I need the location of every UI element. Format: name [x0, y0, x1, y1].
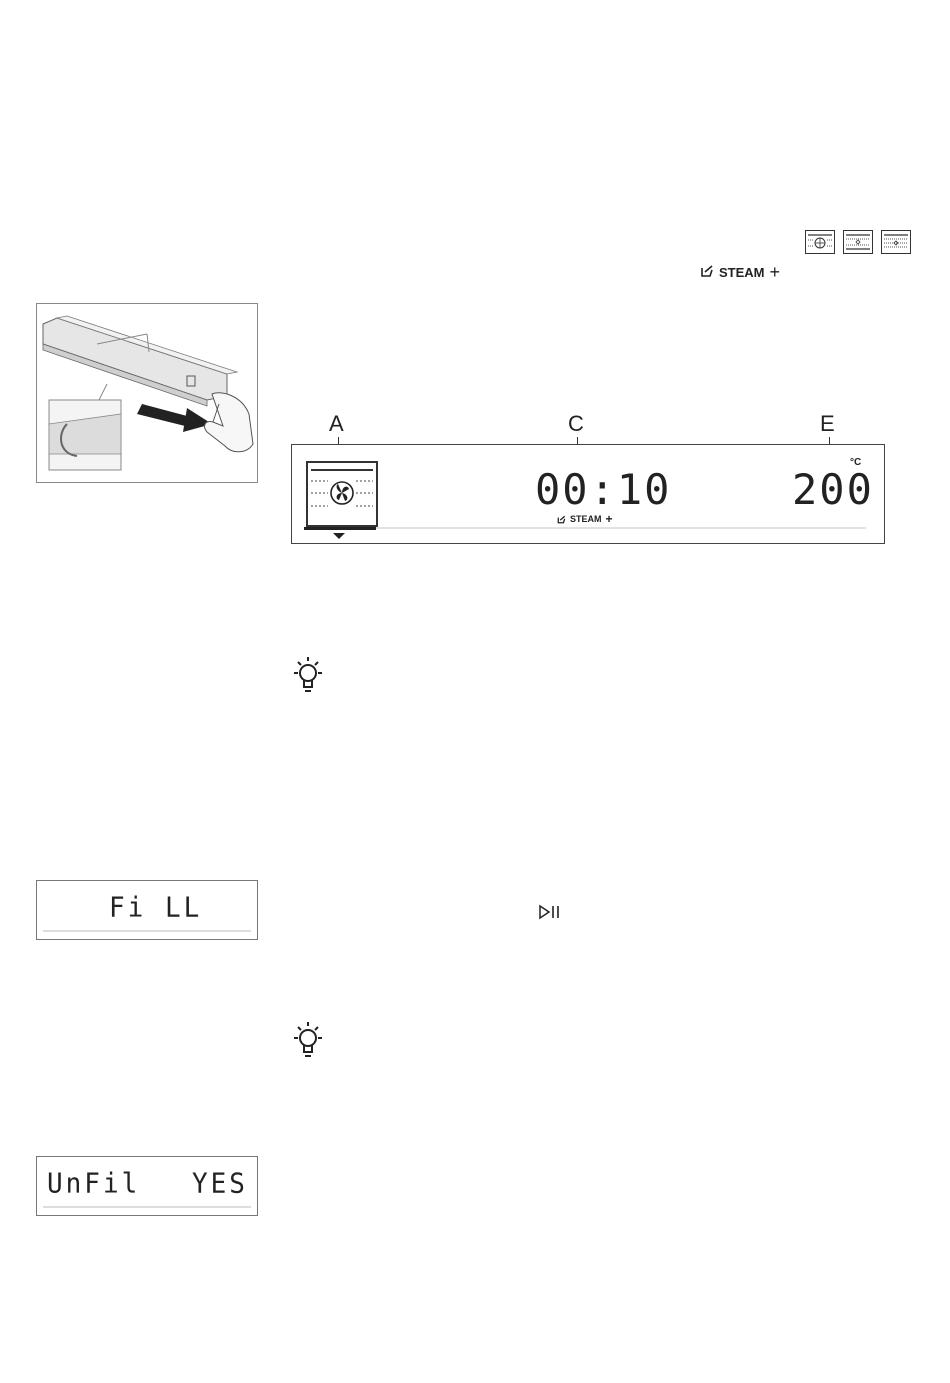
- fill-display-text: Fi LL: [109, 892, 203, 924]
- unfill-display-text: UnFil: [47, 1168, 141, 1200]
- fill-display-track: [43, 930, 251, 932]
- chevron-down-icon[interactable]: [333, 533, 345, 539]
- plus-icon: +: [769, 262, 781, 282]
- display-steam-label: STEAM: [570, 514, 602, 524]
- time-readout: 00:10: [535, 465, 672, 514]
- lightbulb-icon: [290, 655, 326, 702]
- steam-icon: [557, 515, 566, 524]
- fill-display: [36, 880, 258, 940]
- unfill-display: [36, 1156, 258, 1216]
- plus-icon: +: [605, 512, 613, 526]
- steam-label: STEAM: [719, 265, 765, 280]
- callout-e: E: [820, 411, 835, 436]
- unfill-display-track: [43, 1206, 251, 1208]
- progress-track: [376, 527, 866, 529]
- function-underline: [304, 527, 376, 530]
- callout-c: C: [568, 411, 584, 436]
- temperature-unit: °C: [850, 457, 862, 468]
- callout-a: A: [329, 411, 344, 436]
- oven-steam-mode-icon: [881, 230, 911, 254]
- steam-plus-indicator: [700, 262, 780, 283]
- fan-function-icon: [306, 461, 378, 527]
- temperature-readout: 200: [792, 465, 874, 514]
- water-tank-illustration: [36, 303, 258, 483]
- play-pause-icon: [538, 904, 562, 925]
- unfill-confirm-text: YES: [192, 1168, 248, 1200]
- steam-icon: [700, 264, 714, 281]
- display-steam-indicator: [557, 512, 613, 526]
- oven-display-panel: [291, 444, 885, 544]
- oven-fan-mode-icon: [805, 230, 835, 254]
- oven-grill-fan-mode-icon: [843, 230, 873, 254]
- lightbulb-icon: [290, 1020, 326, 1067]
